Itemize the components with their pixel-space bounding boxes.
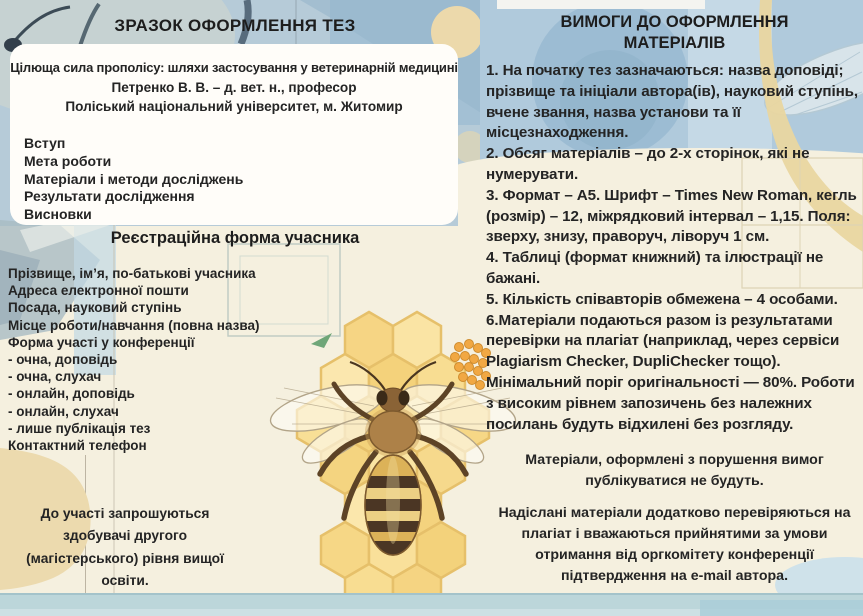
sample-thesis-card xyxy=(10,44,458,225)
registration-field: Контактний телефон xyxy=(8,438,147,454)
registration-field: Місце роботи/навчання (повна назва) xyxy=(8,317,260,333)
requirement-item: 2. Обсяг матеріалів – до 2-х сторінок, які не нумерувати. xyxy=(486,145,810,183)
requirement-item: 4. Таблиці (формат книжний) та ілюстрації не бажані. xyxy=(486,249,824,287)
registration-field: - очна, доповідь xyxy=(8,352,118,368)
registration-fields xyxy=(8,265,288,454)
invitation-note: До участі запрошуються здобувачі другого (магістерського) рівня вищої освіти. xyxy=(26,506,224,589)
requirement-item: 3. Формат – А5. Шрифт – Times New Roman, кегль (розмір) – 12, міжрядковий інтервал – 1,15. Поля: зверху, знизу, праворуч, ліворуч 1 см. xyxy=(486,186,857,246)
thesis-author: Петренко В. В. – д. вет. н., професор xyxy=(111,80,357,95)
warning-note: Матеріали, оформлені з порушення вимог публікуватися не будуть. xyxy=(525,452,824,490)
registration-field: Прізвище, ім’я, по-батькові учасника xyxy=(8,266,256,281)
thesis-outline xyxy=(24,135,458,224)
registration-field: - онлайн, слухач xyxy=(8,403,119,419)
outline-item: Мета роботи xyxy=(24,152,112,169)
plagiarism-note: Надіслані матеріали додатково перевіряються на плагіат і вважаються прийнятими за умови отримання від оргкомітету конференції підтвердження на e-mail автора. xyxy=(498,505,851,585)
thesis-title: Цілюща сила прополісу: шляхи застосування у ветеринарній медицині xyxy=(10,60,458,75)
requirements-list xyxy=(486,61,863,435)
requirement-item: 6.Матеріали подаються разом із результатами перевірки на плагіат (наприклад, через сервіси Plagiarism Checker, DupliChecker тощо). Мінімальний поріг оригінальності — 80%. Роботи з високим рівнем запозичень без належних посилань будуть відхилені без розгляду. xyxy=(486,311,855,433)
registration-field: - онлайн, доповідь xyxy=(8,386,135,402)
registration-field: - лише публікація тез xyxy=(8,420,151,436)
outline-item: Вступ xyxy=(24,135,66,151)
registration-field: - очна, слухач xyxy=(8,369,102,385)
requirements-heading: ВИМОГИ ДО ОФОРМЛЕННЯ МАТЕРІАЛІВ xyxy=(560,13,789,52)
right-column xyxy=(486,12,863,587)
outline-item: Висновки xyxy=(24,206,92,223)
requirement-item: 5. Кількість співавторів обмежена – 4 особами. xyxy=(486,290,838,308)
outline-item: Результати дослідження xyxy=(24,188,195,205)
registration-field: Посада, науковий ступінь xyxy=(8,300,182,316)
registration-field: Адреса електронної пошти xyxy=(8,283,189,299)
sample-heading: ЗРАЗОК ОФОРМЛЕННЯ ТЕЗ xyxy=(114,16,356,35)
requirement-item: 1. На початку тез зазначаються: назва доповіді; прізвище та ініціали автора(ів), науковий ступінь, вчене звання, назва установи та її місцезнаходження. xyxy=(486,62,859,142)
outline-item: Матеріали і методи досліджень xyxy=(24,170,244,187)
thesis-affiliation: Поліський національний університет, м. Житомир xyxy=(65,98,403,114)
registration-heading: Реєстраційна форма учасника xyxy=(110,229,360,247)
bottom-band xyxy=(0,594,863,616)
registration-field: Форма участі у конференції xyxy=(8,334,195,350)
